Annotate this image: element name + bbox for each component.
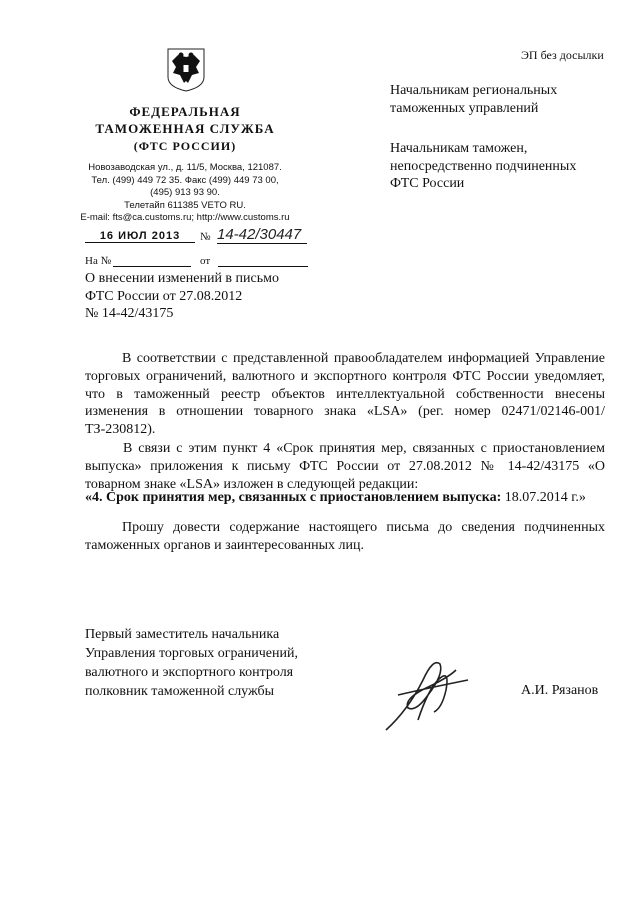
body-paragraph-2: В связи с этим пункт 4 «Срок принятия мер, связанных с приостановлением выпуска» приложения к письму ФТС России от 27.08.2012 № 14-42/43175 «О товарном знаке «LSA» изложен в следующей редакции: [85,441,605,492]
delivery-note: ЭП без досылки [521,48,604,62]
body-paragraph-3 [85,489,605,507]
email-line: E-mail: fts@ca.customs.ru; http://www.customs.ru [80,212,290,223]
handwritten-signature [378,650,478,740]
ref-date-blank [218,266,308,267]
letter-number: 14-42/30447 [217,226,307,244]
phone-line-2: (495) 913 93 90. [150,187,220,198]
subject-line: О внесении изменений в письмо [85,271,279,286]
org-name-line3: (ФТС РОССИИ) [133,139,237,153]
signatory-title [85,625,298,701]
org-name-line2: ТАМОЖЕННАЯ СЛУЖБА [95,121,275,136]
subject-line: ФТС России от 27.08.2012 [85,288,243,304]
subject [85,270,279,323]
body-paragraph-1: В соответствии с представленной правообладателем информацией Управление торговых ограничений, валютного и экспортного контроля ФТС России уведомляет, что в таможенный реестр объектов интеллектуальной собственности внесены изменения в отношении товарного знака «LSA» (рег. номер 02471/02146-001/ТЗ-230812). [85,351,605,438]
addressee-line: Начальникам таможен, [390,141,528,156]
addressee-line: таможенных управлений [390,100,539,116]
number-label: № [200,231,211,243]
phone-line: Тел. (499) 449 72 35. Факс (499) 449 73 00, [91,174,279,186]
term-clause: «4. Срок принятия мер, связанных с приостановлением выпуска: [85,490,502,505]
term-date: 18.07.2014 г.» [501,490,586,505]
ref-label: На № [85,255,112,267]
addressee-line: непосредственно подчиненных [390,158,577,174]
addressee-regional [390,82,557,117]
teletype-line: Телетайп 611385 VETO RU. [124,199,246,211]
body-paragraph-4: Прошу довести содержание настоящего письма до сведения подчиненных таможенных органов и заинтересованных лиц. [85,520,605,553]
title-line: Первый заместитель начальника [85,627,280,642]
signatory-name: А.И. Рязанов [521,683,599,698]
title-line: Управления торговых ограничений, [85,646,298,661]
letter-date: 16 ИЮЛ 2013 [85,230,195,243]
org-name-line1: ФЕДЕРАЛЬНАЯ [129,104,241,119]
coat-of-arms-icon [166,47,206,93]
title-line: валютного и экспортного контроля [85,665,294,680]
subject-line: № 14-42/43175 [85,306,174,321]
org-address [70,162,300,225]
ref-number-blank [113,266,191,267]
addressee-customs [390,140,576,193]
addressee-line: Начальникам региональных [390,83,558,98]
title-line: полковник таможенной службы [85,684,275,699]
address-line: Новозаводская ул., д. 11/5, Москва, 121087. [88,162,282,173]
addressee-line: ФТС России [390,176,465,191]
ref-from-label: от [200,255,211,267]
